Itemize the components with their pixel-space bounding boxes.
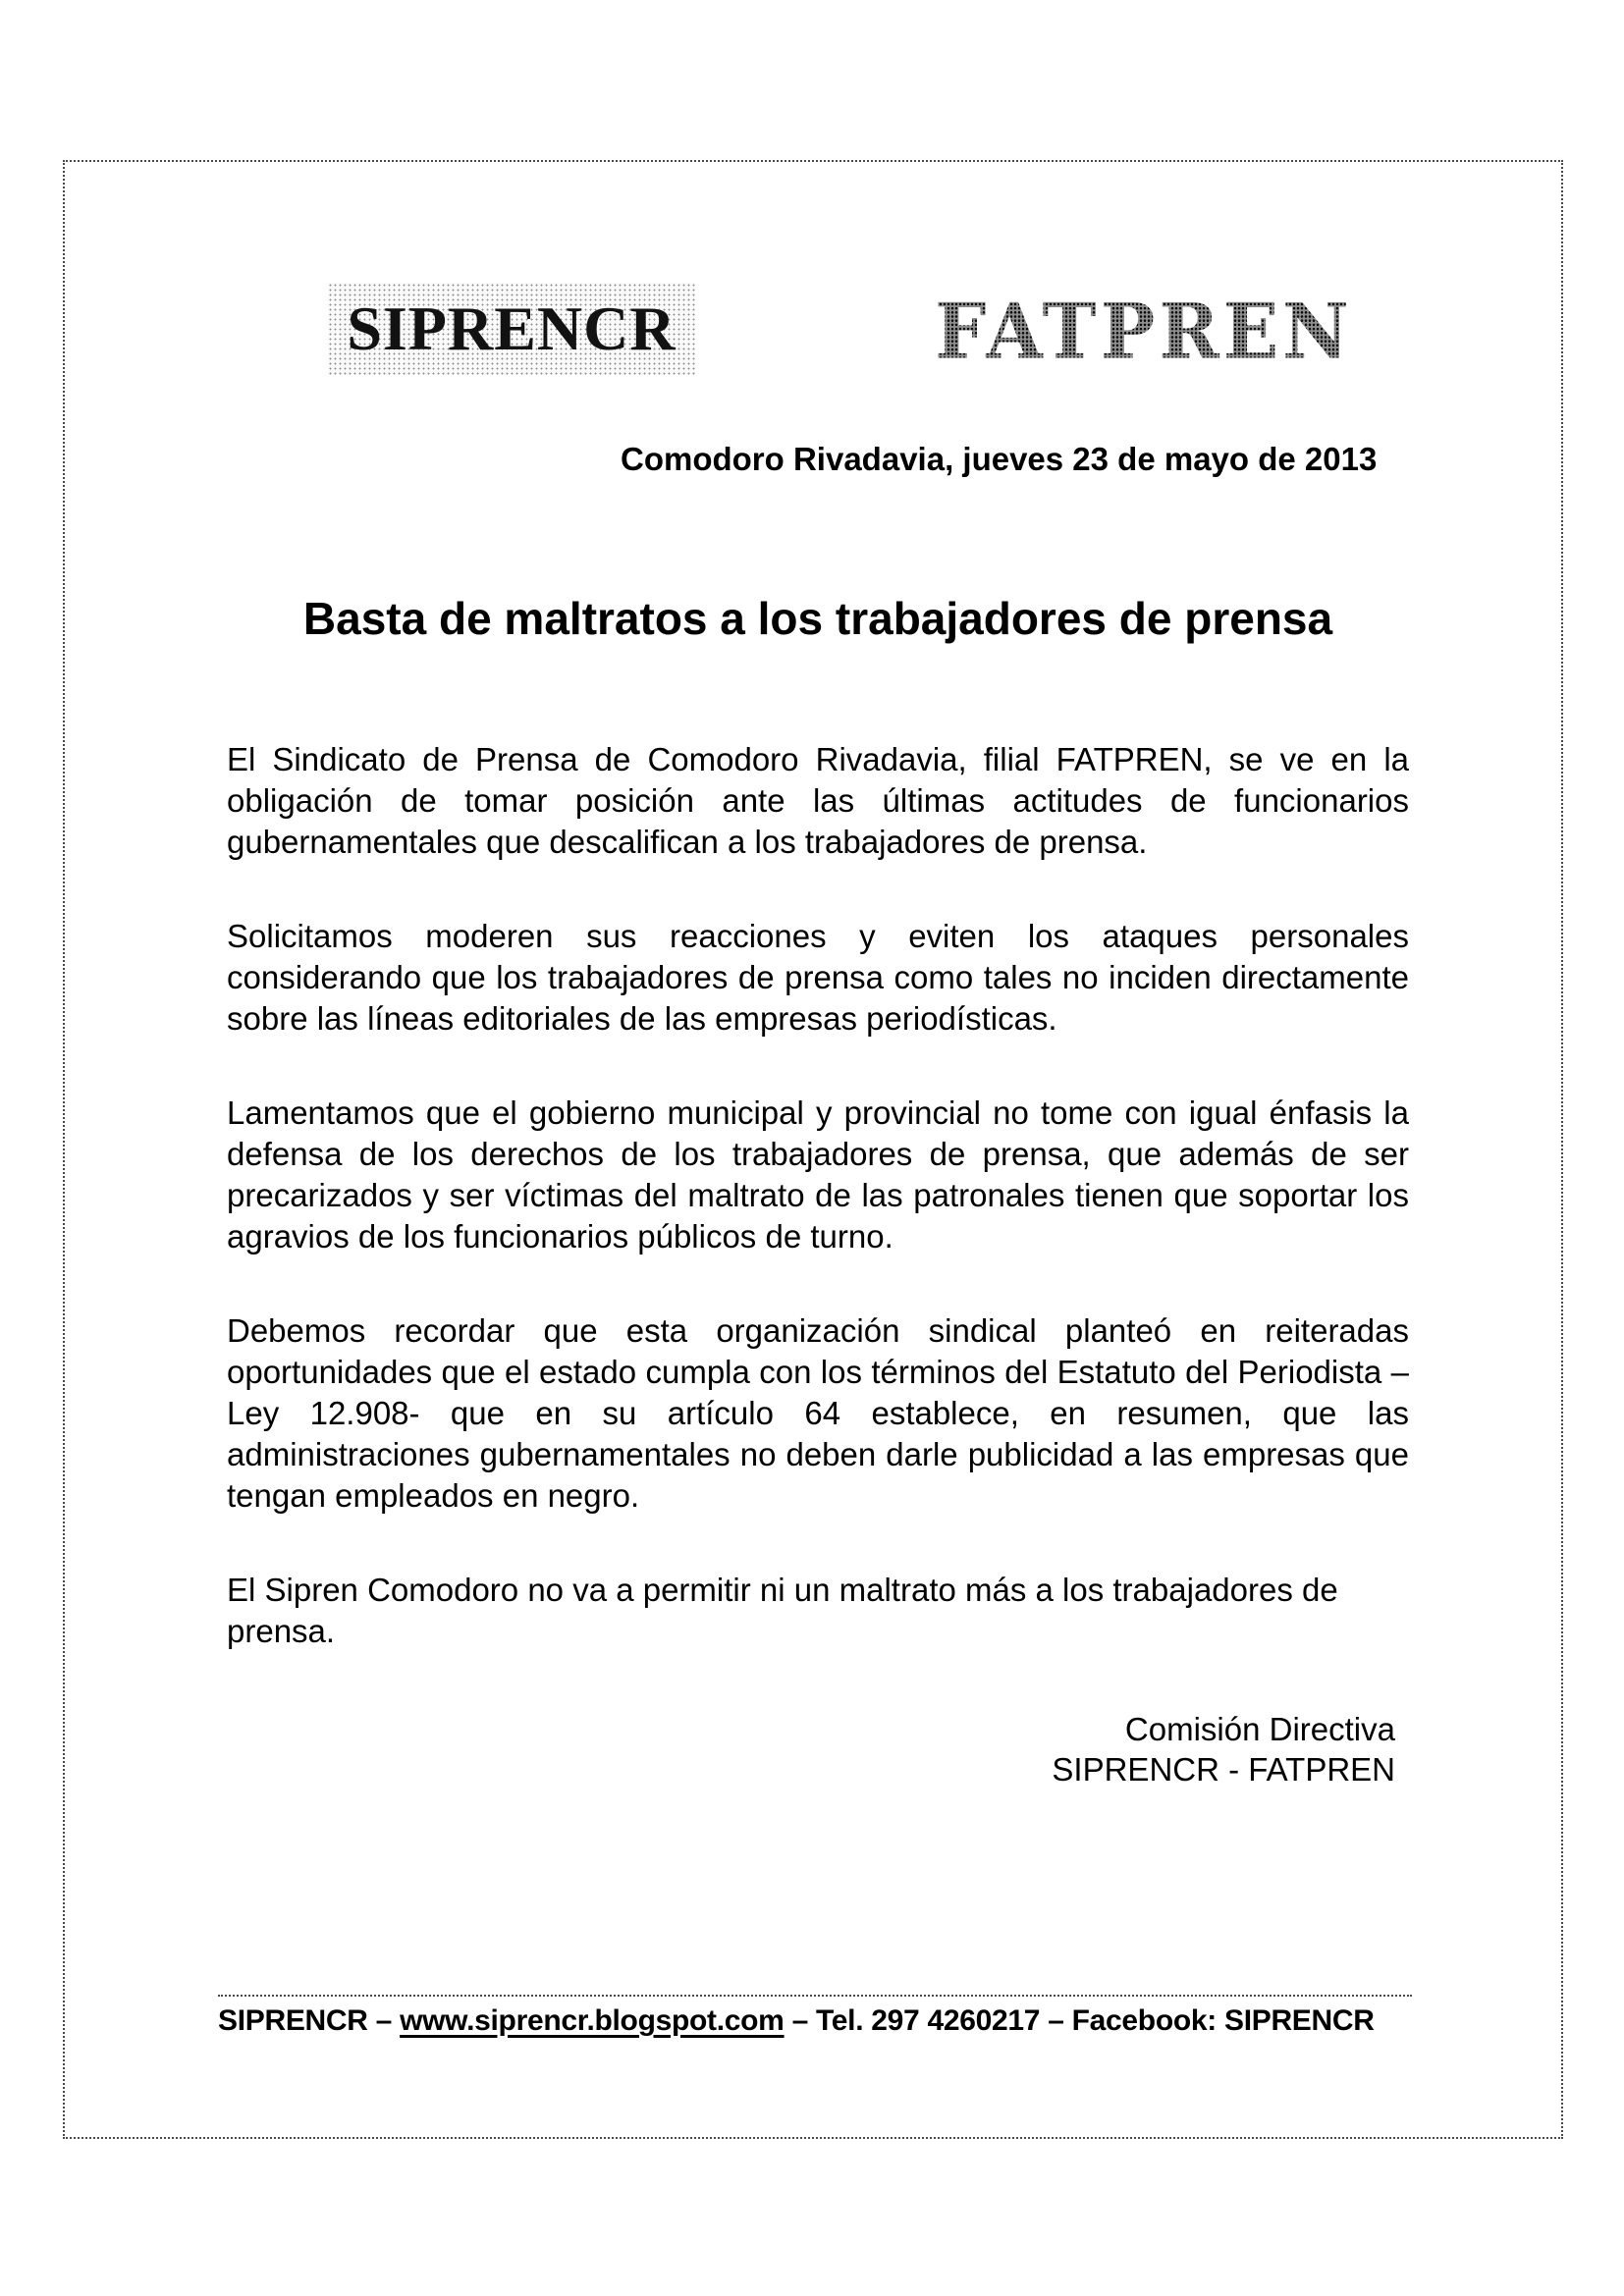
paragraph-4: Debemos recordar que esta organización sindical planteó en reiteradas oportunidades que el estado cumpla con los términos del Estatuto del Periodista –Ley 12.908- que en su artículo 64 establece, en resumen, que las administraciones gubernamentales no deben darle publicidad a las empresas que tengan empleados en negro. bbox=[227, 1312, 1409, 1514]
siprencr-logo: SIPRENCR bbox=[328, 283, 695, 375]
fatpren-logo: FATPREN bbox=[935, 286, 1353, 379]
footer-suffix: – Tel. 297 4260217 – Facebook: SIPRENCR bbox=[784, 2004, 1375, 2037]
paragraph-3: Lamentamos que el gobierno municipal y provincial no tome con igual énfasis la defensa de los derechos de los trabajadores de prensa, que además de ser precarizados y ser víctimas del maltrato de las patronales tienen que soportar los agravios de los funcionarios públicos de turno. bbox=[227, 1095, 1409, 1255]
paragraph-5: El Sipren Comodoro no va a permitir ni un maltrato más a los trabajadores de prensa. bbox=[227, 1572, 1338, 1649]
footer-link[interactable]: www.siprencr.blogspot.com bbox=[400, 2004, 785, 2037]
document-title: Basta de maltratos a los trabajadores de prensa bbox=[302, 593, 1333, 644]
paragraph-1: El Sindicato de Prensa de Comodoro Rivadavia, filial FATPREN, se ve en la obligación de tomar posición ante las últimas actitudes de funcionarios gubernamentales que descalifican a los trabajadores de prensa. bbox=[227, 741, 1409, 860]
document-border bbox=[63, 160, 1563, 2139]
signature-line-2: SIPRENCR - FATPREN bbox=[1052, 1751, 1395, 1788]
signature-block bbox=[227, 1709, 1409, 1789]
footer bbox=[218, 1995, 1412, 2039]
signature-line-1: Comisión Directiva bbox=[1124, 1711, 1395, 1747]
paragraph-2: Solicitamos moderen sus reacciones y eviten los ataques personales considerando que los trabajadores de prensa como tales no inciden directamente sobre las líneas editoriales de las empresas periodísticas. bbox=[227, 918, 1409, 1037]
body-text bbox=[227, 739, 1409, 1789]
dateline: Comodoro Rivadavia, jueves 23 de mayo de 2013 bbox=[621, 441, 1378, 477]
footer-prefix: SIPRENCR – bbox=[218, 2004, 401, 2037]
